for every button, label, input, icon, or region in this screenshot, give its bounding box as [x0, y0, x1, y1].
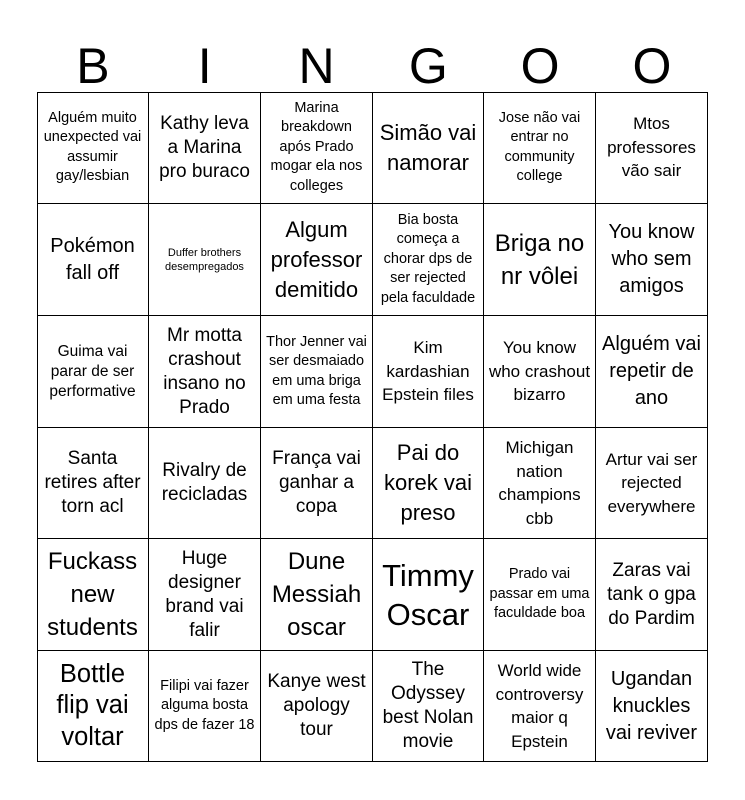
bingo-cell[interactable]: [37, 539, 149, 651]
bingo-cell-text: Michigan nation champions cbb: [498, 438, 581, 528]
bingo-cell[interactable]: [37, 651, 149, 761]
bingo-cell[interactable]: [596, 204, 707, 316]
bingo-cell[interactable]: [373, 316, 484, 428]
bingo-cell-text: Duffer brothers desempregados: [165, 246, 244, 273]
bingo-cell[interactable]: [373, 204, 484, 316]
bingo-grid: [37, 92, 708, 762]
bingo-cell-text: Alguém vai repetir de ano: [602, 333, 701, 409]
header-letter: O: [632, 38, 672, 94]
bingo-cell-text: Mr motta crashout insano no Prado: [163, 324, 246, 418]
bingo-cell-text: Thor Jenner vai ser desmaiado em uma briga em uma festa: [266, 333, 367, 408]
bingo-cell[interactable]: [149, 204, 261, 316]
bingo-cell-text: The Odyssey best Nolan movie: [382, 659, 474, 752]
bingo-cell-text: You know who sem amigos: [608, 221, 695, 297]
bingo-cell-text: Huge designer brand vai falir: [165, 547, 244, 641]
bingo-cell[interactable]: [149, 651, 261, 761]
bingo-cell-text: Alguém muito unexpected vai assumir gay/lesbian: [43, 109, 142, 184]
bingo-cell[interactable]: [373, 428, 484, 539]
header-letter: N: [298, 38, 335, 94]
bingo-cell[interactable]: [261, 204, 373, 316]
bingo-cell[interactable]: [149, 92, 261, 204]
bingo-cell[interactable]: [37, 428, 149, 539]
bingo-cell-text: Zaras vai tank o gpa do Pardim: [607, 559, 696, 629]
bingo-cell-text: Prado vai passar em uma faculdade boa: [489, 566, 590, 622]
bingo-cell-text: Bottle flip vai voltar: [56, 659, 129, 751]
header-letter: O: [520, 38, 560, 94]
bingo-cell[interactable]: [484, 316, 596, 428]
bingo-cell[interactable]: [373, 92, 484, 204]
bingo-cell-text: Santa retires after torn acl: [44, 448, 141, 517]
bingo-cell-text: Fuckass new students: [47, 548, 138, 641]
bingo-cell[interactable]: [373, 651, 484, 761]
bingo-cell-text: Mtos professores vão sair: [607, 114, 696, 181]
bingo-cell[interactable]: [484, 204, 596, 316]
bingo-cell-text: Pai do korek vai preso: [383, 440, 473, 525]
bingo-cell-text: Pokémon fall off: [50, 234, 135, 284]
bingo-cell[interactable]: [261, 539, 373, 651]
bingo-cell[interactable]: [596, 92, 707, 204]
bingo-cell-text: Kim kardashian Epstein files: [382, 338, 474, 405]
bingo-cell-text: You know who crashout bizarro: [488, 338, 591, 405]
bingo-cell[interactable]: [37, 92, 149, 204]
bingo-cell-text: Briga no nr vôlei: [494, 229, 585, 290]
bingo-cell-text: França vai ganhar a copa: [272, 448, 361, 517]
bingo-cell[interactable]: [484, 651, 596, 761]
bingo-cell-text: Guima vai parar de ser performative: [49, 342, 136, 400]
bingo-cell-text: Filipi vai fazer alguma bosta dps de fazer 18: [154, 677, 255, 733]
bingo-cell-text: Kanye west apology tour: [267, 671, 366, 740]
bingo-cell-text: Simão vai namorar: [379, 119, 477, 175]
bingo-cell-text: Jose não vai entrar no community college: [498, 109, 581, 184]
bingo-cell[interactable]: [37, 204, 149, 316]
bingo-cell[interactable]: [261, 428, 373, 539]
bingo-cell[interactable]: [149, 316, 261, 428]
bingo-cell-text: World wide controversy maior q Epstein: [495, 661, 584, 751]
bingo-cell[interactable]: [261, 92, 373, 204]
bingo-cell[interactable]: [596, 428, 707, 539]
bingo-cell[interactable]: [596, 539, 707, 651]
bingo-cell-text: Rivalry de recicladas: [161, 460, 248, 505]
bingo-cell[interactable]: [261, 316, 373, 428]
bingo-header: [37, 28, 708, 92]
bingo-cell-text: Ugandan knuckles vai reviver: [605, 667, 698, 744]
bingo-cell-text: Bia bosta começa a chorar dps de ser rejected pela faculdade: [380, 211, 476, 306]
bingo-cell-text: Timmy Oscar: [382, 557, 474, 632]
bingo-cell[interactable]: [484, 539, 596, 651]
bingo-cell[interactable]: [596, 651, 707, 761]
bingo-cell-text: Marina breakdown após Prado mogar ela nos colleges: [270, 99, 363, 194]
header-letter: G: [408, 38, 448, 94]
bingo-cell[interactable]: [596, 316, 707, 428]
bingo-cell[interactable]: [373, 539, 484, 651]
bingo-cell[interactable]: [149, 539, 261, 651]
bingo-cell[interactable]: [37, 316, 149, 428]
header-letter: B: [76, 38, 110, 94]
bingo-cell[interactable]: [484, 428, 596, 539]
bingo-cell[interactable]: [261, 651, 373, 761]
bingo-cell[interactable]: [484, 92, 596, 204]
bingo-cell[interactable]: [149, 428, 261, 539]
bingo-cell-text: Artur vai ser rejected everywhere: [605, 449, 698, 516]
bingo-cell-text: Kathy leva a Marina pro buraco: [159, 112, 250, 182]
header-letter: I: [197, 38, 212, 94]
bingo-cell-text: Algum professor demitido: [270, 216, 363, 302]
bingo-cell-text: Dune Messiah oscar: [271, 548, 362, 641]
